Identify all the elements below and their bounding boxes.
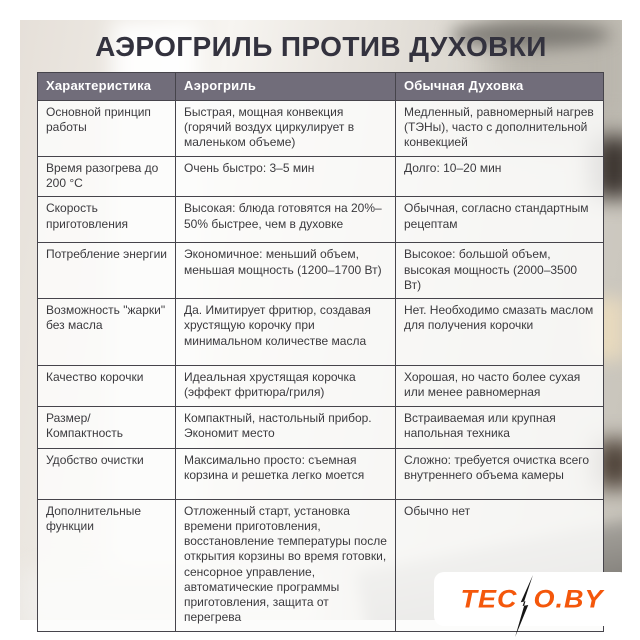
column-header-oven: Обычная Духовка	[396, 73, 604, 101]
feature-cell: Скорость приготовления	[38, 197, 176, 243]
airfryer-cell: Компактный, настольный прибор. Экономит место	[176, 406, 396, 448]
table-row	[38, 157, 604, 197]
column-header-feature: Характеристика	[38, 73, 176, 101]
table-row	[38, 366, 604, 406]
table-row	[38, 299, 604, 366]
oven-cell: Обычно нет	[396, 499, 604, 631]
airfryer-cell: Да. Имитирует фритюр, создавая хрустящую корочку при минимальном количестве масла	[176, 299, 396, 366]
oven-cell: Обычная, согласно стандартным рецептам	[396, 197, 604, 243]
table-row	[38, 406, 604, 448]
page-title: АЭРОГРИЛЬ ПРОТИВ ДУХОВКИ	[95, 31, 547, 62]
table-row	[38, 197, 604, 243]
airfryer-cell: Максимально просто: съемная корзина и решетка легко моется	[176, 448, 396, 499]
feature-cell: Качество корочки	[38, 366, 176, 406]
airfryer-cell: Отложенный старт, установка времени приготовления, восстановление температуры после открытия корзины во время готовки, сенсорное управление, автоматические программы приготовления, защита от перегрева	[176, 499, 396, 631]
feature-cell: Дополнительные функции	[38, 499, 176, 631]
feature-cell: Потребление энергии	[38, 243, 176, 299]
airfryer-cell: Высокая: блюда готовятся на 20%–50% быстрее, чем в духовке	[176, 197, 396, 243]
logo-text-tec: TEC	[460, 584, 518, 613]
airfryer-cell: Быстрая, мощная конвекция (горячий воздух циркулирует в маленьком объеме)	[176, 101, 396, 157]
feature-cell: Время разогрева до 200 °C	[38, 157, 176, 197]
table-row	[38, 101, 604, 157]
comparison-table	[37, 72, 604, 632]
oven-cell: Сложно: требуется очистка всего внутреннего объема камеры	[396, 448, 604, 499]
feature-cell: Основной принцип работы	[38, 101, 176, 157]
oven-cell: Медленный, равномерный нагрев (ТЭНы), часто с дополнительной конвекцией	[396, 101, 604, 157]
feature-cell: Удобство очистки	[38, 448, 176, 499]
lightning-bolt-icon	[515, 575, 534, 637]
oven-cell: Нет. Необходимо смазать маслом для получения корочки	[396, 299, 604, 366]
logo-text-oby: O.BY	[533, 584, 604, 613]
table-row	[38, 448, 604, 499]
table-header-row	[38, 73, 604, 101]
feature-cell: Возможность "жарки" без масла	[38, 299, 176, 366]
tecno-by-logo	[434, 572, 630, 626]
airfryer-cell: Идеальная хрустящая корочка (эффект фритюра/гриля)	[176, 366, 396, 406]
airfryer-cell: Очень быстро: 3–5 мин	[176, 157, 396, 197]
airfryer-cell: Экономичное: меньший объем, меньшая мощность (1200–1700 Вт)	[176, 243, 396, 299]
oven-cell: Долго: 10–20 мин	[396, 157, 604, 197]
column-header-airfryer: Аэрогриль	[176, 73, 396, 101]
oven-cell: Встраиваемая или крупная напольная техника	[396, 406, 604, 448]
oven-cell: Хорошая, но часто более сухая или менее равномерная	[396, 366, 604, 406]
feature-cell: Размер/Компактность	[38, 406, 176, 448]
oven-cell: Высокое: большой объем, высокая мощность (2000–3500 Вт)	[396, 243, 604, 299]
table-row	[38, 243, 604, 299]
